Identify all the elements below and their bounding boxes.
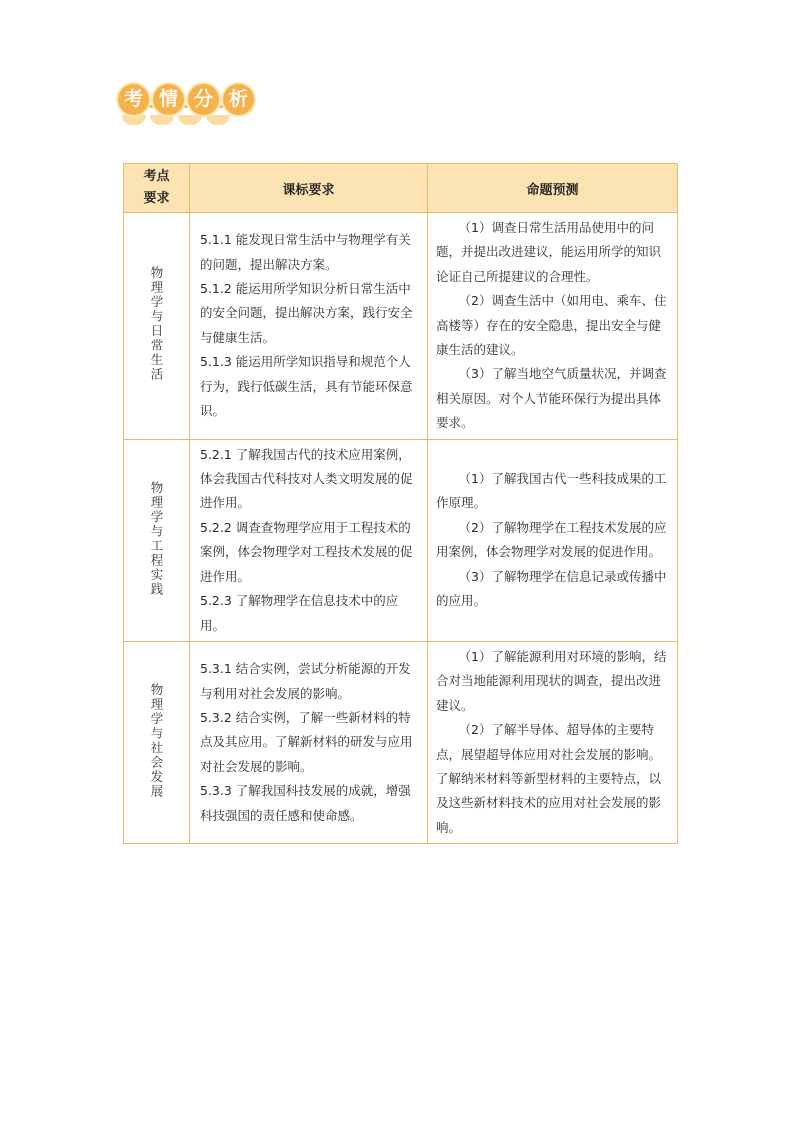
standard-item: 5.1.1 能发现日常生活中与物理学有关的问题，提出解决方案。 [200,232,411,272]
requirements-table [123,163,678,844]
prediction-cell [428,641,678,843]
prediction-cell [428,439,678,641]
table-row [124,641,678,843]
prediction-item: （2）了解物理学在工程技术发展的应用案例，体会物理学对发展的促进作用。 [436,519,667,560]
title-char: 情 [153,84,184,115]
column-header-standard: 课标要求 [190,164,428,213]
prediction-item: （1）了解能源利用对环境的影响，结合对当地能源利用现状的调查，提出改进建议。 [436,648,667,713]
topic-label: 物理学与日常生活 [149,266,164,383]
topic-cell [124,213,190,440]
standard-cell [190,213,428,440]
standard-item: 5.1.3 能运用所学知识指导和规范个人行为，践行低碳生活，具有节能环保意识。 [200,354,413,419]
table-header-row [124,164,678,213]
standard-item: 5.2.2 调查查物理学应用于工程技术的案例，体会物理学对工程技术发展的促进作用。 [200,519,413,584]
prediction-item: （1）调查日常生活用品使用中的问题，并提出改进建议，能运用所学的知识论证自己所提建议的合理性。 [436,220,662,284]
section-title [118,84,254,115]
table-row [124,439,678,641]
topic-label: 物理学与社会发展 [149,683,164,800]
standard-item: 5.3.3 了解我国科技发展的成就，增强科技强国的责任感和使命感。 [200,783,411,823]
column-header-prediction: 命题预测 [428,164,678,213]
prediction-item: （3）了解当地空气质量状况，并调查相关原因。对个人节能环保行为提出具体要求。 [436,366,667,431]
section-title-badge [118,84,258,128]
title-char: 析 [223,84,254,115]
standard-item: 5.3.2 结合实例，了解一些新材料的特点及其应用。了解新材料的研发与应用对社会发展的影响。 [200,709,413,774]
prediction-item: （1）了解我国古代一些科技成果的工作原理。 [436,471,667,511]
topic-cell [124,439,190,641]
prediction-item: （3）了解物理学在信息记录或传播中的应用。 [436,568,667,609]
prediction-cell [428,213,678,440]
standard-item: 5.1.2 能运用所学知识分析日常生活中的安全问题，提出解决方案，践行安全与健康生活。 [200,281,413,345]
standard-cell [190,439,428,641]
column-header-point: 考点要求 [124,164,190,213]
title-char: 分 [188,84,219,115]
topic-label: 物理学与工程实践 [149,480,164,597]
standard-item: 5.3.1 结合实例，尝试分析能源的开发与利用对社会发展的影响。 [200,661,411,701]
prediction-item: （2）调查生活中（如用电、乘车、住高楼等）存在的安全隐患，提出安全与健康生活的建议。 [436,293,667,358]
prediction-item: （2）了解半导体、超导体的主要特点，展望超导体应用对社会发展的影响。了解纳米材料等新型材料的主要特点，以及这些新材料技术的应用对社会发展的影响。 [436,722,662,835]
standard-cell [190,641,428,843]
topic-cell [124,641,190,843]
table-row [124,213,678,440]
title-char: 考 [118,84,149,115]
standard-item: 5.2.3 了解物理学在信息技术中的应用。 [200,593,399,633]
standard-item: 5.2.1 了解我国古代的技术应用案例，体会我国古代科技对人类文明发展的促进作用。 [200,446,413,511]
